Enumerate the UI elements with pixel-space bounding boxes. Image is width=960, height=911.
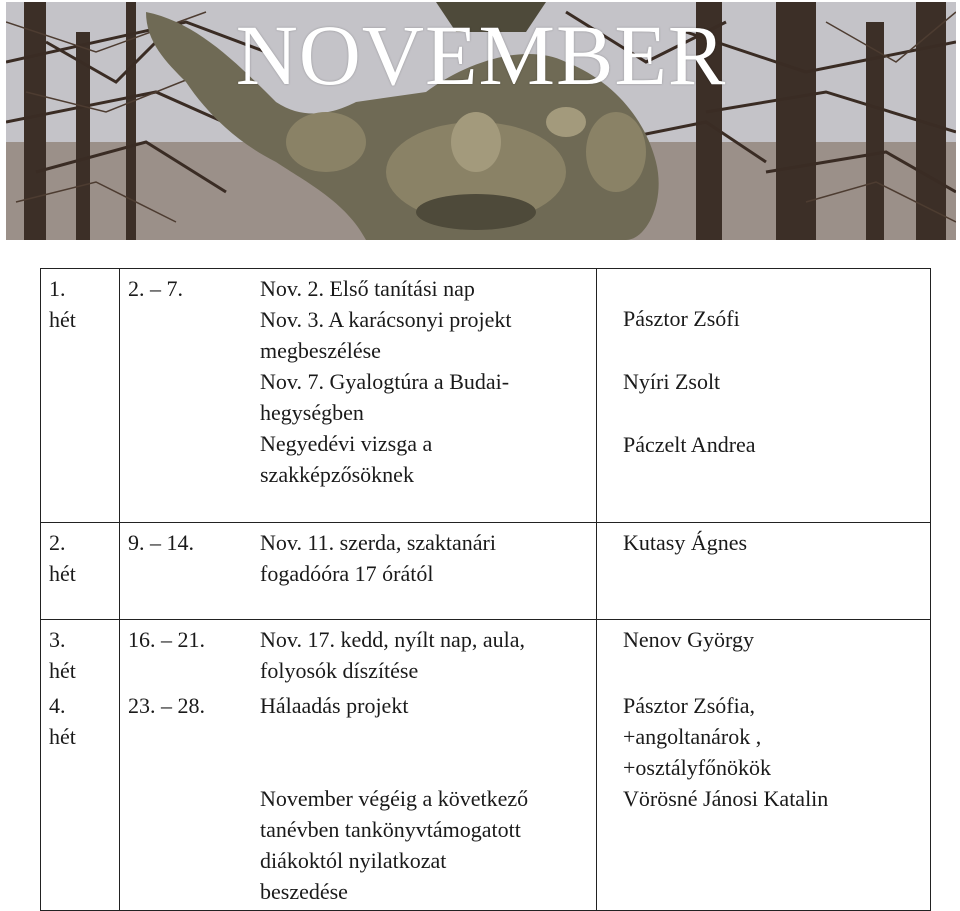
events-cell: Nov. 2. Első tanítási nap Nov. 3. A karácsonyi projekt megbeszélése Nov. 7. Gyalogtúra a Budai- hegységben Negyedévi vizsga a szakképzősöknek: [252, 269, 597, 523]
date-range-cell: 2. – 7.: [120, 269, 253, 523]
schedule-table: [40, 268, 931, 911]
date-range-cell: 16. – 21.: [120, 620, 253, 687]
table-row: [41, 686, 931, 910]
date-range-cell: 9. – 14.: [120, 523, 253, 620]
events-cell: Hálaadás projekt November végéig a következő tanévben tankönyvtámogatott diákoktól nyilatkozat beszedése: [252, 686, 597, 910]
responsible-cell: Kutasy Ágnes: [597, 523, 931, 620]
responsible-cell: Pásztor Zsófia, +angoltanárok , +osztályfőnökök Vörösné Jánosi Katalin: [597, 686, 931, 910]
header-banner: [6, 2, 956, 240]
table-row: [41, 269, 931, 523]
table-row: [41, 523, 931, 620]
week-cell: 4. hét: [41, 686, 120, 910]
responsible-cell: Nenov György: [597, 620, 931, 687]
page-title: NOVEMBER: [235, 7, 727, 103]
responsible-cell: Pásztor Zsófi Nyíri Zsolt Páczelt Andrea: [597, 269, 931, 523]
date-range-cell: 23. – 28.: [120, 686, 253, 910]
week-cell: 3. hét: [41, 620, 120, 687]
events-cell: Nov. 17. kedd, nyílt nap, aula, folyosók díszítése: [252, 620, 597, 687]
week-cell: 1. hét: [41, 269, 120, 523]
table-row: [41, 620, 931, 687]
events-cell: Nov. 11. szerda, szaktanári fogadóóra 17 órától: [252, 523, 597, 620]
week-cell: 2. hét: [41, 523, 120, 620]
